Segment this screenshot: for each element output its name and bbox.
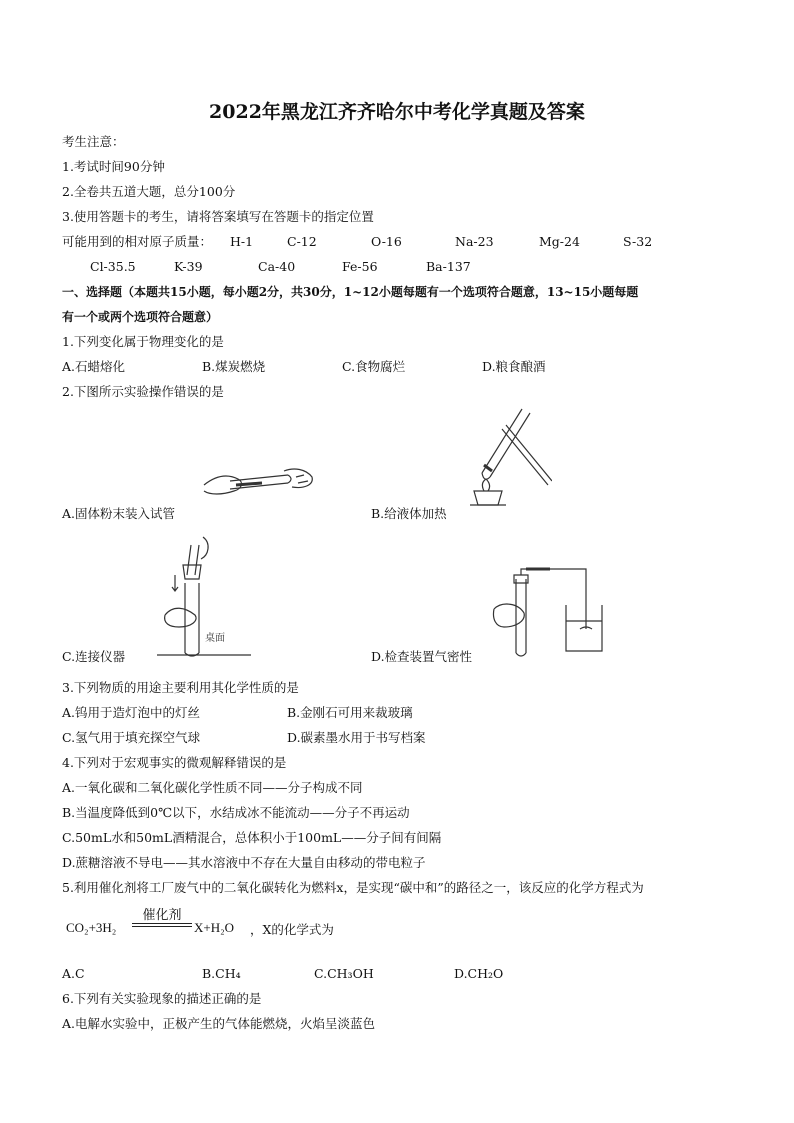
option: C.50mL水和50mL酒精混合，总体积小于100mL——分子间有间隔: [62, 830, 442, 845]
notice-item: 2.全卷共五道大题，总分100分: [62, 184, 236, 199]
chemical-equation: [66, 906, 386, 936]
equation-left: CO₂+3H₂: [66, 920, 117, 935]
option: A.石蜡熔化: [62, 359, 126, 374]
option: D.检查装置气密性: [371, 649, 473, 664]
atomic-mass: Cl-35.5: [90, 259, 136, 274]
option: A.C: [62, 966, 85, 981]
powder-into-tube-figure: [200, 455, 320, 505]
equation-right: X+H₂O: [194, 920, 235, 935]
question-stem: 1.下列变化属于物理变化的是: [62, 334, 224, 349]
atomic-mass: Mg-24: [539, 234, 580, 249]
heating-liquid-figure: [462, 405, 552, 515]
option: B.金刚石可用来裁玻璃: [287, 705, 413, 720]
section-heading: 有一个或两个选项符合题意）: [62, 310, 219, 324]
section-heading: 一、选择题（本题共15小题，每小题2分，共30分，1~12小题每题有一个选项符合题意，13~15小题每题: [62, 285, 639, 299]
atomic-mass: Ba-137: [426, 259, 471, 274]
desk-label: 桌面: [205, 633, 225, 644]
option: A.一氧化碳和二氧化碳化学性质不同——分子构成不同: [62, 780, 363, 795]
option: B.CH₄: [202, 966, 241, 981]
option: D.蔗糖溶液不导电——其水溶液中不存在大量自由移动的带电粒子: [62, 855, 426, 870]
question-stem: 5.利用催化剂将工厂废气中的二氧化碳转化为燃料x，是实现“碳中和”的路径之一，该反应的化学方程式为: [62, 880, 644, 895]
atomic-mass: S-32: [623, 234, 653, 249]
question-stem: 2.下图所示实验操作错误的是: [62, 384, 224, 399]
atomic-mass: Ca-40: [258, 259, 296, 274]
page-title: 2022年黑龙江齐齐哈尔中考化学真题及答案: [209, 101, 585, 123]
option: B.当温度降低到0℃以下，水结成冰不能流动——分子不再运动: [62, 805, 410, 820]
option: C.食物腐烂: [342, 359, 406, 374]
option: B.煤炭燃烧: [202, 359, 266, 374]
option: A.电解水实验中，正极产生的气体能燃烧，火焰呈淡蓝色: [62, 1016, 376, 1031]
notice-heading: 考生注意：: [62, 134, 125, 149]
option: C.CH₃OH: [314, 966, 374, 981]
option: A.固体粉末装入试管: [62, 506, 176, 521]
notice-item: 1.考试时间90分钟: [62, 159, 165, 174]
equals-sign: [132, 923, 192, 927]
atomic-mass: Na-23: [455, 234, 494, 249]
atomic-mass-label: 可能用到的相对原子质量：: [62, 234, 213, 249]
catalyst-label: 催化剂: [142, 908, 182, 923]
equation-tail: ，X的化学式为: [250, 922, 334, 937]
question-stem: 3.下列物质的用途主要利用其化学性质的是: [62, 680, 299, 695]
connecting-apparatus-figure: [155, 535, 255, 660]
atomic-mass: K-39: [174, 259, 203, 274]
option: A.钨用于造灯泡中的灯丝: [62, 705, 201, 720]
option: D.碳素墨水用于书写档案: [287, 730, 426, 745]
atomic-mass: O-16: [371, 234, 402, 249]
atomic-mass: H-1: [230, 234, 254, 249]
notice-item: 3.使用答题卡的考生，请将答案填写在答题卡的指定位置: [62, 209, 374, 224]
option: D.粮食酿酒: [482, 359, 546, 374]
atomic-mass: C-12: [287, 234, 317, 249]
airtightness-check-figure: [490, 565, 608, 660]
option: B.给液体加热: [371, 506, 447, 521]
option: D.CH₂O: [454, 966, 504, 981]
option: C.氢气用于填充探空气球: [62, 730, 201, 745]
question-stem: 6.下列有关实验现象的描述正确的是: [62, 991, 262, 1006]
option: C.连接仪器: [62, 649, 126, 664]
question-stem: 4.下列对于宏观事实的微观解释错误的是: [62, 755, 287, 770]
atomic-mass: Fe-56: [342, 259, 378, 274]
